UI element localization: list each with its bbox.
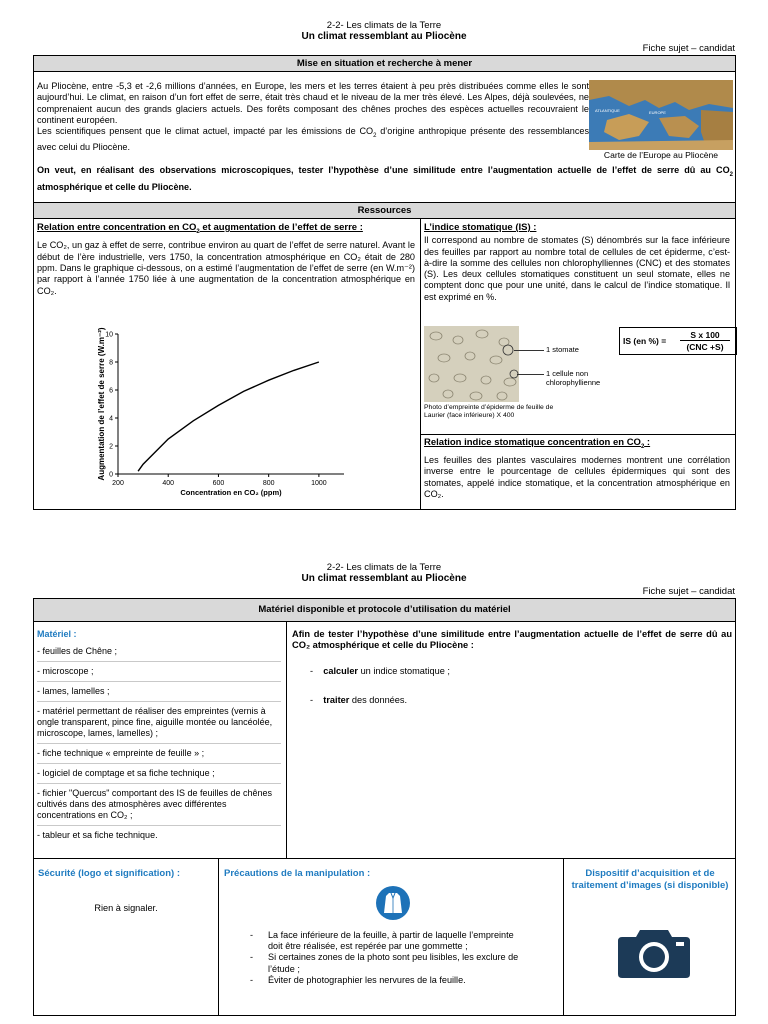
research-goal: On veut, en réalisant des observations microscopiques, tester l’hypothèse d’une similitude entre l’augmentation actuelle de l’effet de serre dû au $CO_2$ atmosphérique et celle du Pliocène. [37,165,733,192]
protocol-step-2: - traiter des données. [310,694,408,705]
materiel-item: - microscope ; [37,662,281,682]
goal-text-a: On veut, en réalisant des observations microscopiques, tester l’hypothèse d’une similitude entre l’augmentation actuelle de l’effet de serre dû au CO [37,165,730,175]
x-axis-label: Concentration en CO₂ (ppm) [180,488,282,497]
step2-verb: traiter [323,694,350,705]
page1-title: Un climat ressemblant au Pliocène [301,31,467,42]
photo-label-stomate: 1 stomate [546,345,579,354]
materiel-section [37,627,281,845]
precaution-item: - Si certaines zones de la photo sont peu lisibles, les exclure de l’étude ; [250,952,530,974]
bottom-divider [34,858,735,859]
precaution-text: Si certaines zones de la photo sont peu lisibles, les exclure de l’étude ; [268,952,519,974]
precaution-item: - Éviter de photographier les nervures de la feuille. [250,974,466,985]
page2-frame [33,598,736,1016]
y-tick-label: 0 [109,471,113,479]
greenhouse-chart-svg [94,324,354,514]
camera-icon [614,924,694,980]
scientists-paragraph: Les scientifiques pensent que le climat actuel, impacté par les émissions de $CO_2$ d’origine anthropique présente des ressemblances avec celui du Pliocène. [37,126,589,153]
materiel-item: - logiciel de comptage et sa fiche technique ; [37,764,281,784]
formula-label: IS (en %) = [623,336,667,346]
formula-denominator: (CNC +S) [686,342,724,352]
photo-pointer-1 [514,350,544,351]
stomatal-co2-section [424,437,730,500]
precaution-text: Éviter de photographier les nervures de la feuille. [268,974,466,985]
precaution-item: - La face inférieure de la feuille, à partir de laquelle l’empreinte doit être réalisée, est repérée par une gommette ; [250,930,530,952]
y-tick-label: 8 [109,359,113,367]
materiel-title: Matériel : [37,629,77,639]
step2-rest: des données. [349,694,408,705]
scientists-text-b: d’origine anthropique présente des ressemblances avec celui du Pliocène. [37,126,589,153]
step1-rest: un indice stomatique ; [358,665,450,676]
stomatal-index-section [424,222,730,303]
page2-subtitle: 2-2- Les climats de la Terre [326,562,442,573]
materiel-item: - matériel permettant de réaliser des empreintes (vernis à ongle transparent, pince fine, aiguille montée ou lancéolée, microscope, lames, lamelles) ; [37,702,281,744]
protocol-title: Afin de tester l’hypothèse d’une similitude entre l’augmentation actuelle de l’effet de serre dû au CO₂ atmosphérique et celle du Pliocène : [292,629,732,651]
goal-text-b: atmosphérique et celle du Pliocène. [37,181,192,192]
precautions-list [250,930,530,986]
stomatal-co2-title: Relation indice stomatique concentration en $CO_2$ : [424,437,651,450]
dispositif-divider [563,859,564,1016]
data-line [138,362,319,471]
materiel-bar: Matériel disponible et protocole d’utilisation du matériel [34,599,735,622]
materiel-item: - feuilles de Chêne ; [37,642,281,662]
stomatal-co2-title-b: : [644,437,651,448]
stomatal-co2-title-a: Relation indice stomatique concentration en CO [424,437,641,448]
mise-en-situation-bar: Mise en situation et recherche à mener [34,56,735,72]
photo-pointer-2 [517,374,544,375]
securite-title: Sécurité (logo et signification) : [38,868,180,879]
svg-text:EUROPE: EUROPE [649,110,666,115]
right-divider [421,434,735,435]
map-caption: Carte de l’Europe au Pliocène [603,150,719,160]
page1-frame [33,55,736,510]
co2-relation-section [37,222,415,297]
stomatal-index-formula [619,327,737,355]
materiel-item: - fiche technique « empreinte de feuille » ; [37,744,281,764]
formula-numerator: S x 100 [680,330,730,341]
protocol-section [292,629,732,705]
photo-label-cell: 1 cellule non chlorophyllienne [546,369,601,387]
photo-caption: Photo d’empreinte d’épiderme de feuille de Laurier (face inférieure) X 400 [424,404,554,419]
stomatal-index-text: Il correspond au nombre de stomates (S) dénombrés sur la face inférieure des feuilles par rapport au nombre total de cellules de cet épiderme, c’est-à-dire la somme des cellules non chlorophylliennes (CNC) et des stomates (S). Les deux cellules stomatiques constituent un seul stomate, elles ne comptent donc que pour une unité, dans le calcul de l’indice stomatique. Il est exprimé en %. [424,235,730,302]
svg-text:ATLANTIQUE: ATLANTIQUE [595,108,620,113]
context-paragraph: Au Pliocène, entre -5,3 et -2,6 millions d’années, en Europe, les mers et les terres étaient à peu près distribuées comme elles le sont aujourd’hui. Le climat, en raison d’un fort effet de serre, était très chaud et le niveau de la mer très élevé. Les Alpes, déjà soulevées, ne comprenaient aucun des grands glaciers actuels. Des forêts composant des chênes proches des espèces actuelles recouvraient le continent européen. [37,81,589,125]
materiel-item: - lames, lamelles ; [37,682,281,702]
column-divider [420,219,421,510]
lab-coat-icon [376,886,410,920]
securite-divider [218,859,219,1016]
page1-subtitle: 2-2- Les climats de la Terre [326,20,442,31]
co2-relation-text: Le CO₂, un gaz à effet de serre, contribue environ au quart de l’effet de serre naturel. Avant le début de l’ère industrielle, vers 1750, la concentration atmosphérique en CO₂ était de 280 ppm. Dans le graphique ci-dessous, on a estimé l’augmentation de l’effet de serre (en W.m⁻²) par rapport à l’année 1750 liée à une augmentation de la concentration atmosphérique en CO₂. [37,240,415,296]
materiel-item: - tableur et sa fiche technique. [37,830,158,840]
y-tick-label: 10 [105,331,113,339]
securite-text: Rien à signaler. [94,903,158,913]
protocol-step-1: - calculer un indice stomatique ; [310,665,450,676]
dispositif-title: Dispositif d’acquisition et de traitement d’images (si disponible) [571,868,729,891]
x-tick-label: 800 [262,480,275,487]
stomatal-co2-text: Les feuilles des plantes vasculaires modernes montrent une corrélation inverse entre le pourcentage de cellules épidermiques qui sont des stomates, appelé indice stomatique, et la concentration atmosphérique en CO₂. [424,455,730,500]
step1-verb: calculer [323,665,359,676]
y-tick-label: 2 [109,443,113,451]
greenhouse-chart [94,324,354,514]
y-tick-label: 4 [109,415,113,423]
scientists-text-a: Les scientifiques pensent que le climat actuel, impacté par les émissions de CO [37,126,374,137]
page2-title: Un climat ressemblant au Pliocène [301,573,467,584]
epidermis-photo [424,326,519,402]
x-tick-label: 400 [162,480,175,487]
precautions-title: Précautions de la manipulation : [224,868,371,879]
ressources-bar: Ressources [34,203,735,219]
materiel-divider [286,622,287,858]
page2-fiche-label: Fiche sujet – candidat [642,586,735,597]
materiel-item: - fichier "Quercus" comportant des IS de feuilles de chênes cultivés dans des atmosphères avec différentes concentrations en CO₂ ; [37,784,281,826]
precaution-text: La face inférieure de la feuille, à partir de laquelle l’empreinte doit être réalisée, est repérée par une gommette ; [268,930,514,952]
y-tick-label: 6 [109,387,113,395]
x-tick-label: 200 [112,480,124,487]
stomatal-index-title: L’indice stomatique (IS) : [424,222,537,233]
x-tick-label: 1000 [311,480,327,487]
co2-relation-title-a: Relation entre concentration en CO [37,222,197,233]
europe-map-image [589,80,733,150]
mise-en-situation-text [37,81,589,154]
page1-fiche-label: Fiche sujet – candidat [642,43,735,54]
co2-relation-title-b: et augmentation de l’effet de serre : [199,222,363,233]
y-axis-label: Augmentation de l’effet de serre (W.m⁻²) [97,327,106,481]
x-tick-label: 600 [212,480,225,487]
co2-relation-title: Relation entre concentration en $CO_2$ et augmentation de l’effet de serre : [37,222,363,235]
